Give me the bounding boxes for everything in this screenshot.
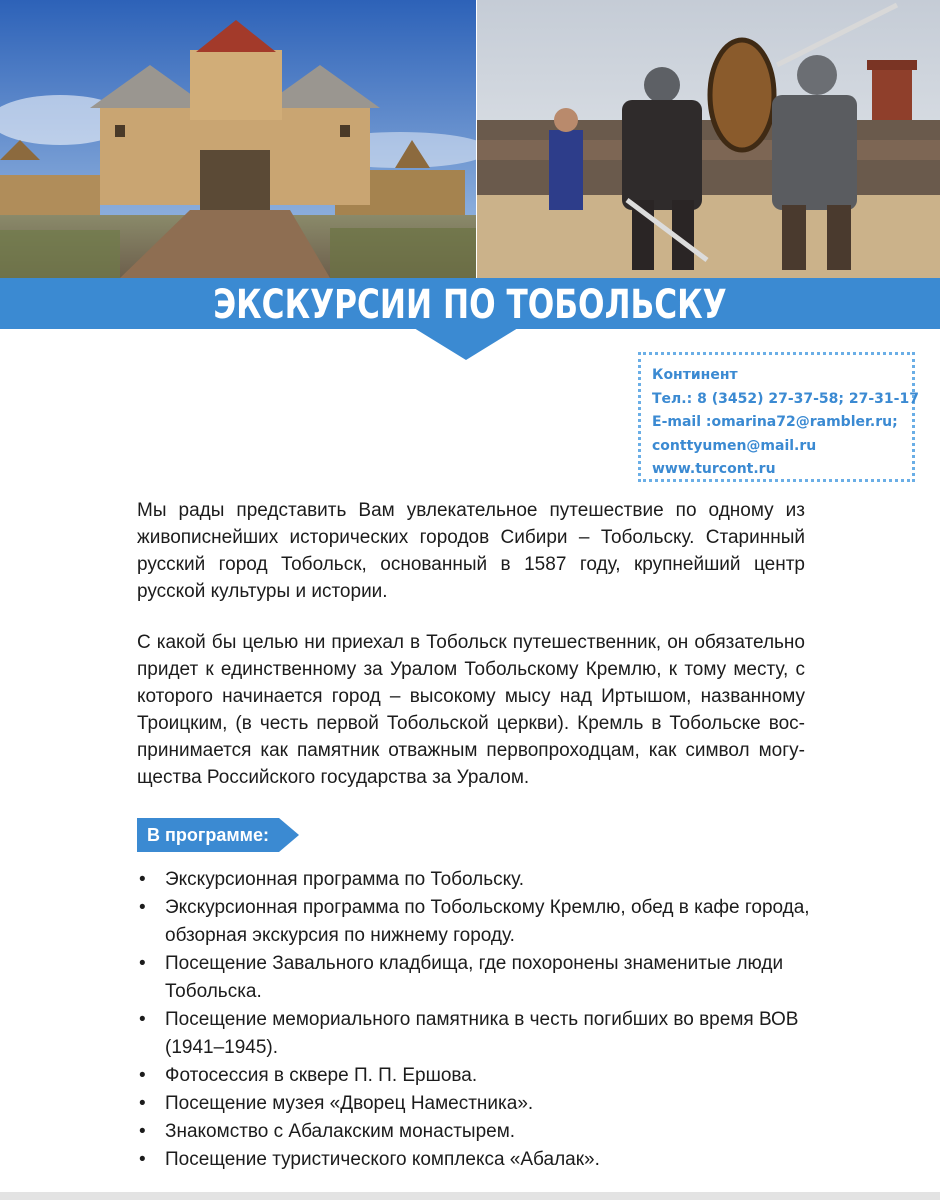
list-item: • Посещение музея «Дворец Наместника». — [137, 1090, 817, 1118]
wooden-fortress-gate-photo — [0, 0, 476, 278]
kremlin-paragraph: С какой бы целью ни приехал в Тобольск путешественник, он обязательно придет к единственному за Уралом Тобольскому Кремлю, к тому месту, с которого начинается город – высокому мысу над Иртышом, названному Троицким, (в честь первой Тобольской церкви). Кремль в Тобольске воспринимается как памятник отважным первопроходцам, как символ могущества Российского государства за Уралом. — [137, 632, 805, 788]
intro-paragraph: Мы рады представить Вам увлекательное путешествие по одному из живописнейших исторических городов Сибири – Тобольску. Старинный русский город Тобольск, основанный в 1587 году, крупнейший центр русской культуры и истории. — [137, 500, 805, 602]
program-label-arrow — [279, 818, 299, 852]
medieval-battle-photo — [477, 0, 940, 278]
contact-website[interactable]: www.turcont.ru — [652, 461, 776, 477]
list-item: • Экскурсионная программа по Тобольску. — [137, 866, 817, 894]
contact-email-1[interactable]: E-mail :omarina72@rambler.ru; — [652, 414, 898, 430]
contact-phone: Тел.: 8 (3452) 27-37-58; 27-31-17 — [652, 390, 919, 407]
list-item: • Посещение туристического комплекса «Абалак». — [137, 1146, 817, 1174]
list-item: • Экскурсионная программа по Тобольскому Кремлю, обед в кафе города, обзорная экскурсия по нижнему городу. — [137, 894, 817, 950]
contact-company: Континент — [652, 367, 738, 383]
title-pointer-arrow — [414, 328, 518, 360]
list-item: • Посещение Завального кладбища, где похоронены знаменитые люди Тобольска. — [137, 950, 817, 1006]
contact-email-2[interactable]: conttyumen@mail.ru — [652, 437, 817, 454]
page-title: ЭКСКУРСИИ ПО ТОБОЛЬСКУ — [213, 282, 727, 328]
bottom-strip — [0, 1192, 940, 1200]
list-item: • Фотосессия в сквере П. П. Ершова. — [137, 1062, 817, 1090]
contact-box — [638, 352, 919, 482]
list-item: • Посещение мемориального памятника в честь погибших во время ВОВ (1941–1945). — [137, 1006, 817, 1062]
program-label: В программе: — [137, 818, 279, 852]
list-item: • Знакомство с Абалакским монастырем. — [137, 1118, 817, 1146]
photo-banner — [0, 0, 940, 278]
program-list — [137, 866, 817, 1174]
